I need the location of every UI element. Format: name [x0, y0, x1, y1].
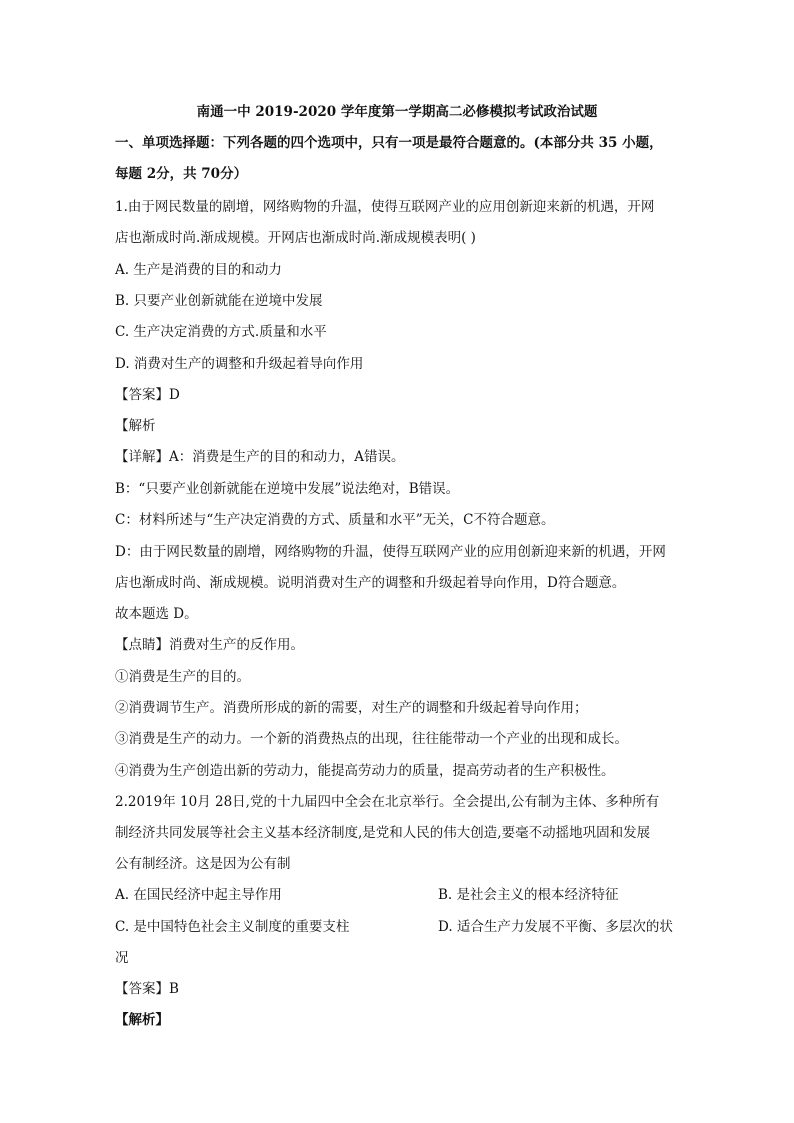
- q1-stem: 1.由于网民数量的剧增，网络购物的升温，使得互联网产业的应用创新迎来新的机遇，开网: [115, 199, 655, 215]
- q2-answer: 【答案】B: [115, 981, 179, 997]
- q1-option-d: D. 消费对生产的调整和升级起着导向作用: [115, 356, 364, 372]
- q1-tip-3: ③消费是生产的动力。一个新的消费热点的出现，往往能带动一个产业的出现和成长。: [115, 731, 628, 747]
- q1-conclusion: 故本题选 D。: [115, 606, 198, 622]
- q2-options-row-1: [115, 885, 690, 905]
- section-heading: 一、单项选择题：下列各题的四个选项中，只有一项是最符合题意的。(本部分共 35 小题，: [115, 135, 663, 151]
- q1-answer: 【答案】D: [115, 387, 180, 403]
- q2-option-d: D. 适合生产力发展不平衡、多层次的状: [438, 919, 673, 935]
- q2-option-d-cont: 况: [115, 950, 129, 966]
- document-title: 南通一中 2019-2020 学年度第一学期高二必修模拟考试政治试题: [196, 104, 598, 120]
- q1-detail-a: 【详解】A：消费是生产的目的和动力，A错误。: [115, 449, 405, 465]
- q2-stem: 2.2019年 10月 28日,党的十九届四中全会在北京举行。全会提出,公有制为主体、多种所有: [115, 794, 660, 810]
- q2-stem-cont: 制经济共同发展等社会主义基本经济制度,是党和人民的伟大创造,要毫不动摇地巩固和发展: [115, 825, 651, 841]
- q1-tip-heading: 【点睛】消费对生产的反作用。: [115, 637, 304, 653]
- q1-detail-b: B：“只要产业创新就能在逆境中发展”说法绝对，B错误。: [115, 481, 460, 497]
- q1-stem-cont: 店也渐成时尚.渐成规模。开网店也渐成时尚.渐成规模表明( ): [115, 230, 476, 246]
- q2-option-a: A. 在国民经济中起主导作用: [115, 887, 282, 903]
- q1-option-c: C. 生产决定消费的方式.质量和水平: [115, 324, 327, 340]
- q2-options-row-2: [115, 917, 690, 937]
- q2-option-c: C. 是中国特色社会主义制度的重要支柱: [115, 919, 350, 935]
- section-heading-cont: 每题 2分，共 70分）: [115, 166, 248, 182]
- q1-option-b: B. 只要产业创新就能在逆境中发展: [115, 293, 323, 309]
- q1-detail-d: D：由于网民数量的剧增，网络购物的升温，使得互联网产业的应用创新迎来新的机遇，开网: [115, 544, 666, 560]
- q1-tip-4: ④消费为生产创造出新的劳动力，能提高劳动力的质量，提高劳动者的生产积极性。: [115, 763, 615, 779]
- q1-detail-c: C：材料所述与“生产决定消费的方式、质量和水平”无关，C不符合题意。: [115, 512, 555, 528]
- q1-option-a: A. 生产是消费的目的和动力: [115, 262, 282, 278]
- q1-analysis-label: 【解析: [115, 418, 156, 434]
- q2-analysis-label: 【解析】: [115, 1012, 169, 1028]
- q1-tip-1: ①消费是生产的目的。: [115, 669, 250, 685]
- q1-tip-2: ②消费调节生产。消费所形成的新的需要，对生产的调整和升级起着导向作用；: [115, 700, 588, 716]
- q2-stem-cont-2: 公有制经济。这是因为公有制: [115, 856, 291, 872]
- q2-option-b: B. 是社会主义的根本经济特征: [438, 887, 619, 903]
- q1-detail-d-cont: 店也渐成时尚、渐成规模。说明消费对生产的调整和升级起着导向作用，D符合题意。: [115, 575, 626, 591]
